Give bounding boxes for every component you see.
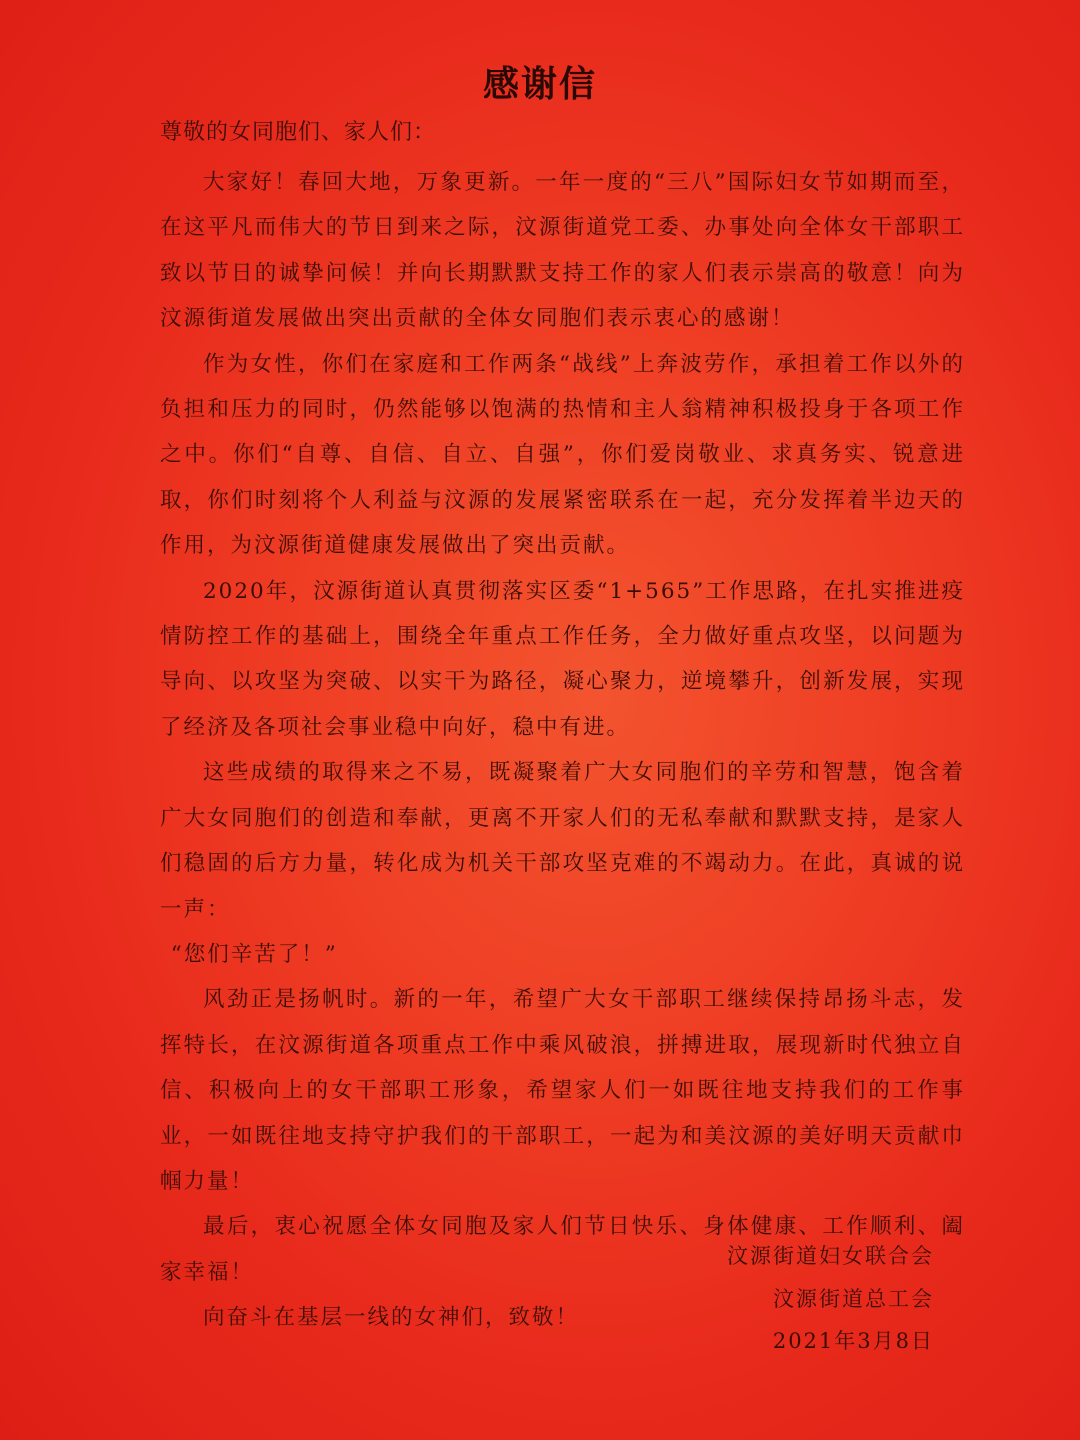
paragraph-achievements-2020: 2020年，汶源街道认真贯彻落实区委“1+565”工作思路，在扎实推进疫情防控工作的基础上，围绕全年重点工作任务，全力做好重点攻坚，以问题为导向、以攻坚为突破、以实干为路径，凝心聚力，逆境攀升，创新发展，实现了经济及各项社会事业稳中向好，稳中有进。 [160, 578, 965, 740]
salutation: 尊敬的女同胞们、家人们： [160, 120, 437, 145]
paragraph-wishes: 最后，衷心祝愿全体女同胞及家人们节日快乐、身体健康、工作顺利、阖家幸福！ [160, 1214, 965, 1285]
signature-womens-federation: 汶源街道妇女联合会 [727, 1244, 934, 1268]
paragraph-women-role: 作为女性，你们在家庭和工作两条“战线”上奔波劳作，承担着工作以外的负担和压力的同时，仍然能够以饱满的热情和主人翁精神积极投身于各项工作之中。你们“自尊、自信、自立、自强”，你们爱岗敬业、求真务实、锐意进取，你们时刻将个人利益与汶源的发展紧密联系在一起，充分发挥着半边天的作用，为汶源街道健康发展做出了突出贡献。 [160, 351, 965, 559]
paragraph-gratitude: 这些成绩的取得来之不易，既凝聚着广大女同胞们的辛劳和智慧，饱含着广大女同胞们的创造和奉献，更离不开家人们的无私奉献和默默支持，是家人们稳固的后方力量，转化成为机关干部攻坚克难的不竭动力。在此，真诚的说一声： [160, 760, 965, 922]
letter-body [160, 160, 965, 1341]
signature-date: 2021年3月8日 [772, 1329, 934, 1353]
paragraph-salute: 向奋斗在基层一线的女神们，致敬！ [203, 1305, 580, 1331]
paragraph-thanks-quote: “您们辛苦了！” [170, 941, 338, 967]
signature-trade-union: 汶源街道总工会 [773, 1287, 934, 1311]
paragraph-new-year-hopes: 风劲正是扬帆时。新的一年，希望广大女干部职工继续保持昂扬斗志，发挥特长，在汶源街道各项重点工作中乘风破浪，拼搏进取，展现新时代独立自信、积极向上的女干部职工形象，希望家人们一如既往地支持我们的工作事业，一如既往地支持守护我们的干部职工，一起为和美汶源的美好明天贡献巾帼力量！ [160, 987, 965, 1194]
paragraph-greeting: 大家好！春回大地，万象更新。一年一度的“三八”国际妇女节如期而至，在这平凡而伟大的节日到来之际，汶源街道党工委、办事处向全体女干部职工致以节日的诚挚问候！并向长期默默支持工作的家人们表示崇高的敬意！向为汶源街道发展做出突出贡献的全体女同胞们表示衷心的感谢！ [160, 170, 965, 332]
letter-title: 感谢信 [482, 64, 597, 105]
